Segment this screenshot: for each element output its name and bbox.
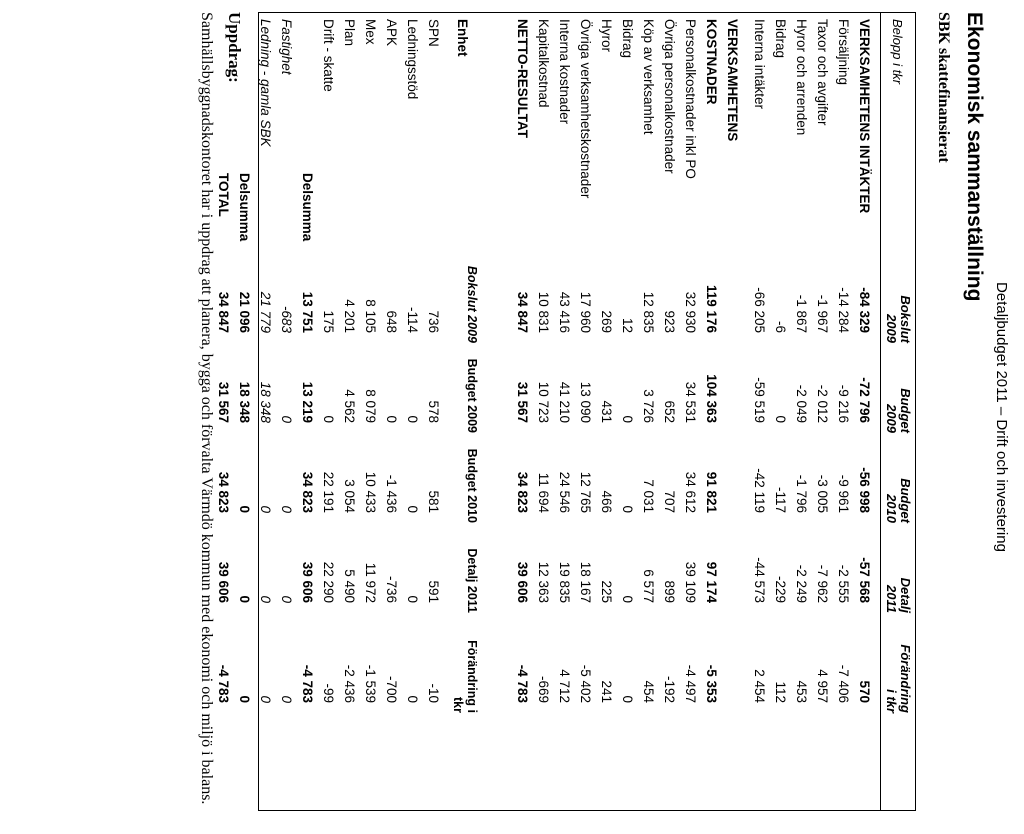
cell-value: 13 751 [300,291,315,333]
cell-value: 923 [662,310,677,333]
cell-value: -10 [426,683,441,703]
table-row [789,13,812,810]
cell-value: 3 726 [641,389,656,423]
table-row [552,13,575,810]
unit-col-header: Budget 2010 [465,448,479,523]
cell-value: 0 [620,505,635,513]
cell-value: 269 [599,310,614,333]
table-row [531,13,554,810]
cell-value: 32 930 [683,291,698,333]
cell-value: 17 960 [578,291,593,333]
cell-value: 22 191 [321,471,336,513]
row-label: APK [384,19,399,47]
row-label: Köp av verksamhet [641,19,656,135]
cell-value: -99 [321,683,336,703]
cell-value: -683 [279,305,294,333]
cell-value: 6 577 [641,569,656,603]
cell-value: -2 049 [794,384,809,423]
row-label: Ledningsstöd [405,19,420,100]
cell-value: 0 [405,505,420,513]
cell-value: -2 555 [836,564,851,603]
cell-value: -6 [773,320,788,333]
cell-value: 21 096 [237,291,252,333]
unit-row [253,13,276,810]
cell-value: -4 783 [216,664,231,703]
cell-value: 591 [426,580,441,603]
cell-value: -5 353 [704,664,719,703]
cell-value: -114 [405,306,420,333]
cell-value: -192 [662,675,677,703]
cell-value: -2 012 [815,384,830,423]
row-label: Försäljning [836,19,851,86]
cell-value: 39 606 [216,561,231,603]
cell-value: 0 [258,695,273,703]
cell-value: 736 [426,310,441,333]
cell-value: 3 054 [342,479,357,513]
cell-value: -9 216 [836,384,851,423]
cell-value: 0 [620,415,635,423]
page-title: Ekonomisk sammanställning [963,12,986,302]
cell-value: 39 606 [300,561,315,603]
cell-value: 13 219 [300,381,315,423]
cell-value: 34 847 [515,291,530,333]
table-row [747,13,770,810]
unit-header-label: Enhet [455,19,470,57]
cell-value: 0 [279,415,294,423]
cell-value: 0 [384,415,399,423]
row-label: VERKSAMHETENS INTÄKTER [857,19,872,214]
cell-value: -7 962 [815,564,830,603]
row-label: Delsumma [300,173,315,242]
table-row [678,13,701,810]
cell-value: 12 765 [578,471,593,513]
page-subtitle: SBK skattefinansierat [935,12,952,163]
row-label: SPN [426,19,441,47]
unit-col-header: Detalj 2011 [465,548,479,613]
row-label: Bidrag [620,19,635,59]
cell-value: -1 436 [384,474,399,513]
row-label: Hyror [599,19,614,52]
row-label: VERKSAMHETENS [725,19,740,142]
row-label: NETTO-RESULTAT [515,19,530,138]
cell-value: -117 [773,486,788,513]
unit-row [274,13,297,810]
row-label: Drift - skatte [321,19,336,92]
cell-value: 241 [599,680,614,703]
cell-value: 453 [794,680,809,703]
cell-value: 0 [405,595,420,603]
unit-row [379,13,402,810]
unit-row [400,13,423,810]
row-label: Personalkostnader inkl PO [683,19,698,179]
row-label: Övriga verksamhetskostnader [578,19,593,199]
table-row [657,13,680,810]
cell-value: 0 [321,415,336,423]
cell-value: -1 867 [794,294,809,333]
cell-value: -4 783 [300,664,315,703]
cell-value: -56 998 [857,467,872,513]
uppdrag-text: Samhällsbyggnadskontoret har i uppdrag att planera, bygga och förvalta Värmdö kommun med ekonomi och miljö i balans. [198,12,215,805]
cell-value: -14 284 [836,287,851,333]
table-row [768,13,791,810]
cell-value: 31 567 [216,381,231,423]
col-header-1: Bokslut 2009 [884,295,913,343]
cell-value: 454 [641,680,656,703]
row-label: Fastighet [279,19,294,75]
cell-value: -3 005 [815,474,830,513]
unit-row [337,13,360,810]
cell-value: 13 090 [578,381,593,423]
cell-value: 112 [773,681,788,703]
cell-value: 19 835 [557,561,572,603]
row-label: Hyror och arrenden [794,19,809,136]
cell-value: 39 109 [683,561,698,603]
cell-value: -2 436 [342,664,357,703]
col-header-3: Budget 2010 [884,478,913,523]
row-label: Interna intäkter [752,19,767,110]
cell-value: 899 [662,580,677,603]
cell-value: 431 [599,400,614,423]
page-header: Detaljbudget 2011 – Drift och investering [993,282,1010,552]
cell-value: -42 119 [752,468,767,513]
cell-value: -4 783 [515,664,530,703]
cell-value: 12 363 [536,561,551,603]
table-row [615,13,638,810]
cell-value: 104 363 [704,374,719,423]
row-label: Interna kostnader [557,19,572,125]
cell-value: -1 796 [794,474,809,513]
cell-value: 225 [599,580,614,603]
table-label: Belopp i tkr [890,19,905,85]
cell-value: 12 [620,317,635,333]
cell-value: 4 957 [815,669,830,703]
cell-value: -57 568 [857,557,872,603]
cell-value: -44 573 [752,557,767,603]
row-label: TOTAL [216,173,231,217]
cell-value: 648 [384,310,399,333]
cell-value: 466 [599,490,614,513]
table-row [831,13,854,810]
cell-value: 0 [258,505,273,513]
cell-value: 0 [279,505,294,513]
cell-value: 5 490 [342,569,357,603]
cell-value: 10 433 [363,471,378,513]
cell-value: 11 972 [363,562,378,603]
cell-value: 18 348 [237,381,252,423]
row-label: Övriga personalkostnader [662,19,677,174]
cell-value: 0 [258,595,273,603]
cell-value: -9 961 [836,474,851,513]
cell-value: -2 249 [794,564,809,603]
row-label: Delsumma [237,173,252,242]
row-label: Taxor och avgifter [815,19,830,126]
unit-col-header: Förändring i tkr [451,640,479,713]
cell-value: 2 454 [752,669,767,703]
cell-value: 10 831 [536,291,551,333]
unit-row [316,13,339,810]
row-label: Mex [363,19,378,45]
cell-value: 4 562 [342,389,357,423]
cell-value: 0 [620,695,635,703]
cell-value: 24 546 [557,471,572,513]
row-label: Plan [342,19,357,47]
cell-value: -66 205 [752,287,767,333]
cell-value: 34 823 [515,471,530,513]
table-row [510,13,533,810]
cell-value: 21 779 [258,291,273,333]
cell-value: 11 694 [536,472,551,513]
table-row [720,13,743,810]
row-label: Ledning - gamla SBK [258,19,273,147]
cell-value: 581 [426,490,441,513]
cell-value: 0 [237,595,252,603]
cell-value: 34 531 [683,381,698,423]
cell-value: 18 348 [258,381,273,423]
cell-value: -4 497 [683,664,698,703]
cell-value: 175 [321,310,336,333]
unit-row [358,13,381,810]
cell-value: 22 290 [321,561,336,603]
cell-value: -229 [773,575,788,603]
cell-value: 0 [237,695,252,703]
uppdrag-title: Uppdrag: [225,12,244,83]
cell-value: 7 031 [641,479,656,513]
cell-value: -84 329 [857,287,872,333]
row-label: Bidrag [773,19,788,59]
cell-value: 0 [405,695,420,703]
col-header-4: Detalj 2011 [884,577,913,613]
cell-value: 0 [237,505,252,513]
row-label: Kapitalkostnad [536,19,551,108]
cell-value: 34 823 [300,471,315,513]
cell-value: -59 519 [752,377,767,423]
cell-value: 8 079 [363,389,378,423]
cell-value: 570 [857,680,872,703]
cell-value: -1 539 [363,664,378,703]
cell-value: 41 210 [557,381,572,423]
cell-value: 34 612 [683,471,698,513]
table-row [594,13,617,810]
unit-row [232,13,255,810]
unit-col-header: Budget 2009 [465,358,479,433]
cell-value: -1 967 [815,294,830,333]
cell-value: 0 [405,415,420,423]
cell-value: 18 167 [578,561,593,603]
cell-value: -5 402 [578,664,593,703]
table-row [810,13,833,810]
table-row [699,13,722,810]
cell-value: 652 [662,400,677,423]
cell-value: 8 105 [363,299,378,333]
cell-value: 0 [620,595,635,603]
cell-value: -72 796 [857,377,872,423]
cell-value: 43 416 [557,291,572,333]
cell-value: 4 201 [342,299,357,333]
cell-value: 578 [426,400,441,423]
col-header-5: Förändring i tkr [884,644,913,713]
row-label: KOSTNADER [704,19,719,105]
cell-value: 707 [662,490,677,513]
table-row [573,13,596,810]
table-row [636,13,659,810]
cell-value: -736 [384,575,399,603]
cell-value: 91 821 [704,471,719,513]
cell-value: 119 176 [704,284,719,333]
cell-value: 31 567 [515,381,530,423]
cell-value: 97 174 [704,561,719,603]
cell-value: 39 606 [515,561,530,603]
unit-row [421,13,444,810]
unit-col-header: Bokslut 2009 [465,265,479,343]
unit-row [295,13,318,810]
cell-value: 34 823 [216,471,231,513]
cell-value: 0 [279,595,294,603]
table-row [852,13,875,810]
col-header-2: Budget 2009 [884,388,913,433]
cell-value: 12 835 [641,291,656,333]
cell-value: -7 406 [836,664,851,703]
cell-value: -669 [536,675,551,703]
cell-value: 0 [279,695,294,703]
cell-value: -700 [384,675,399,703]
table-header [880,13,915,810]
cell-value: 34 847 [216,291,231,333]
unit-header [448,13,482,810]
cell-value: 4 712 [557,669,572,703]
cell-value: 10 723 [536,381,551,423]
cell-value: 0 [773,415,788,423]
